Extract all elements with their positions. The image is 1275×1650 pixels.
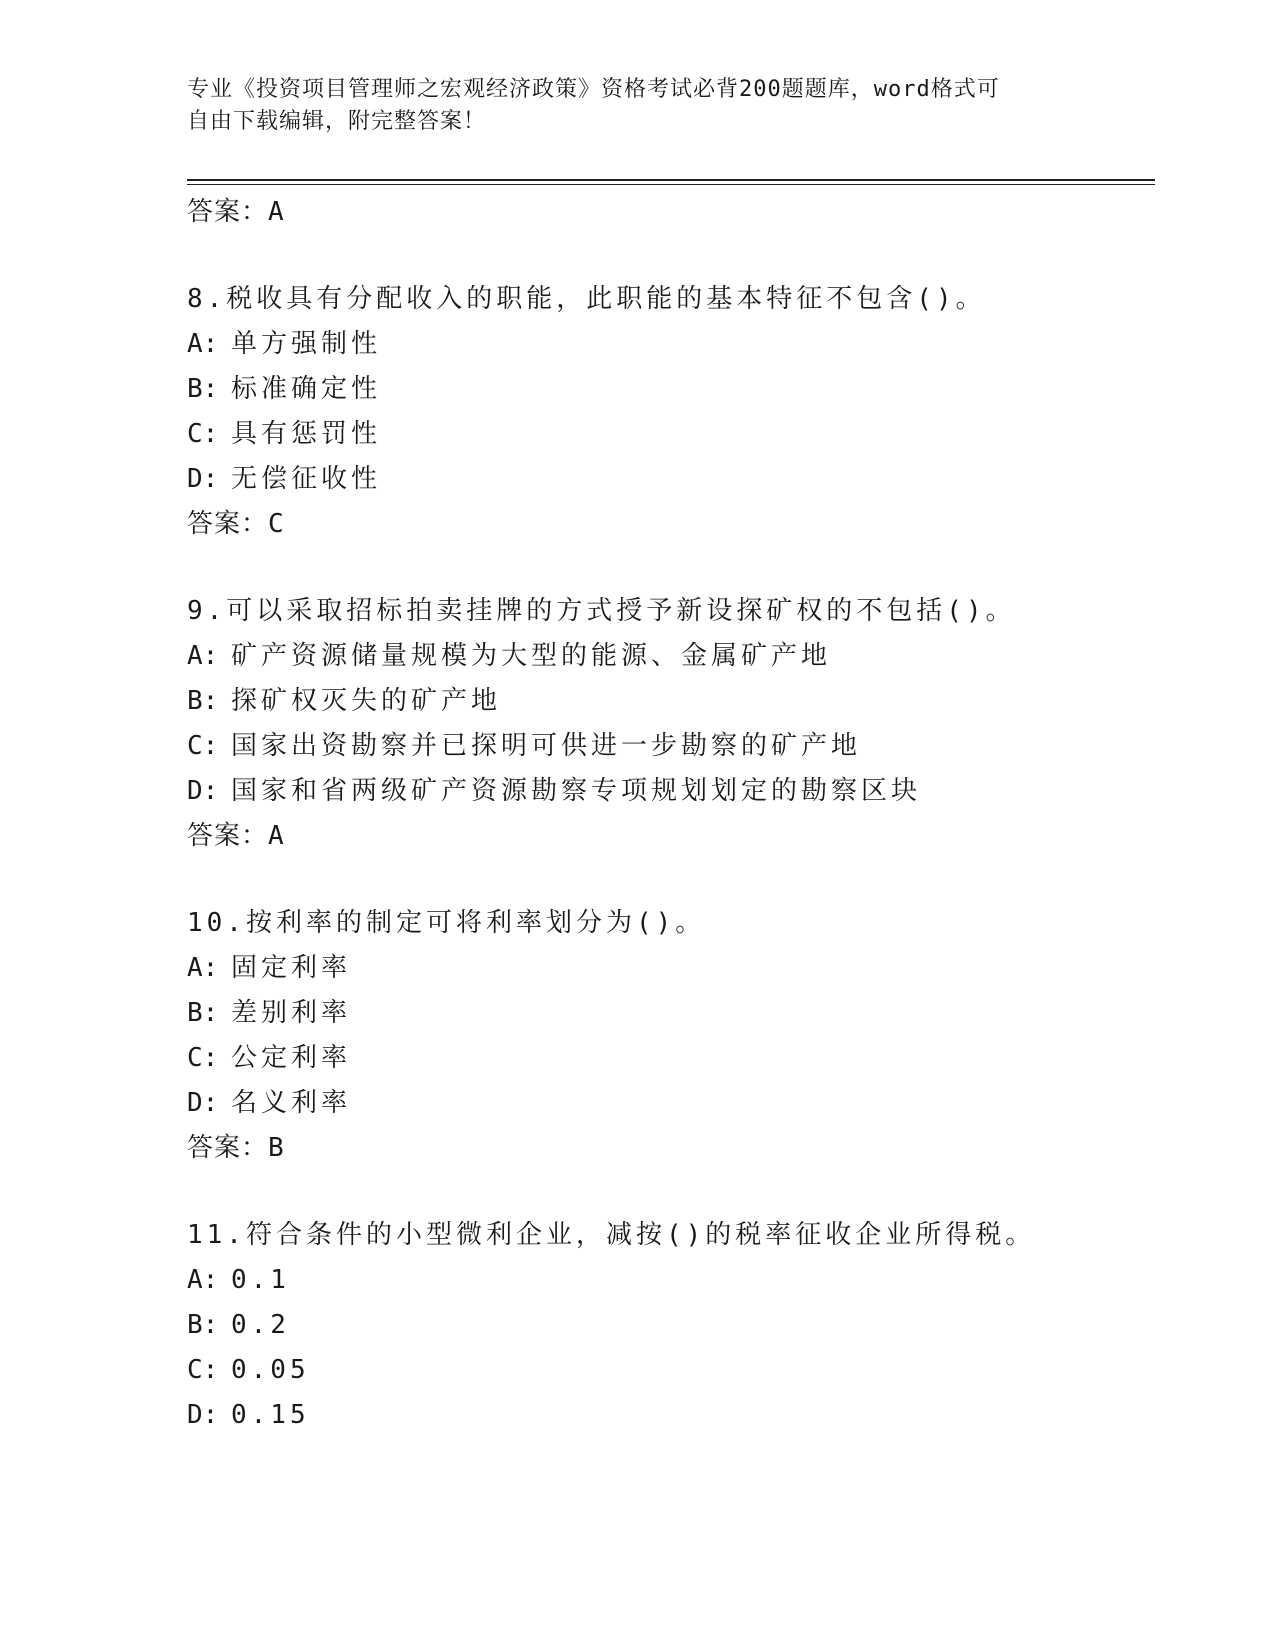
option-c — [187, 724, 1167, 769]
header-title-line-1: 专业《投资项目管理师之宏观经济政策》资格考试必背200题题库，word格式可 — [187, 77, 1000, 102]
question-8 — [187, 277, 1167, 547]
header-divider-thin — [187, 184, 1155, 185]
option-a — [187, 322, 1167, 367]
option-a — [187, 946, 1167, 991]
option-c — [187, 1036, 1167, 1081]
option-key: A: — [187, 1265, 219, 1295]
header-divider-thick — [187, 179, 1155, 181]
option-a — [187, 1258, 1167, 1303]
option-text: 固定利率 — [231, 953, 352, 983]
option-d — [187, 457, 1167, 502]
option-text: 差别利率 — [231, 998, 352, 1028]
option-text: 无偿征收性 — [231, 464, 382, 494]
option-key: D: — [187, 1400, 219, 1430]
option-text: 单方强制性 — [231, 329, 382, 359]
option-key: C: — [187, 1355, 219, 1385]
option-key: A: — [187, 641, 219, 671]
option-d — [187, 769, 1167, 814]
option-text: 国家出资勘察并已探明可供进一步勘察的矿产地 — [231, 731, 862, 761]
option-b — [187, 1303, 1167, 1348]
option-text: 公定利率 — [231, 1043, 352, 1073]
question-stem: 9.可以采取招标拍卖挂牌的方式授予新设探矿权的不包括()。 — [187, 596, 1016, 626]
option-text: 0.15 — [231, 1400, 310, 1430]
option-b — [187, 367, 1167, 412]
option-b — [187, 679, 1167, 724]
option-d — [187, 1081, 1167, 1126]
question-11 — [187, 1213, 1167, 1438]
question-answer: 答案：A — [187, 821, 285, 851]
option-b — [187, 991, 1167, 1036]
option-text: 国家和省两级矿产资源勘察专项规划划定的勘察区块 — [231, 776, 922, 806]
option-text: 名义利率 — [231, 1088, 352, 1118]
previous-answer: 答案：A — [187, 197, 285, 227]
option-text: 0.2 — [231, 1310, 290, 1340]
question-9 — [187, 589, 1167, 859]
question-stem: 8.税收具有分配收入的职能，此职能的基本特征不包含()。 — [187, 284, 986, 314]
option-key: C: — [187, 419, 219, 449]
question-stem: 10.按利率的制定可将利率划分为()。 — [187, 908, 706, 938]
option-key: B: — [187, 686, 219, 716]
question-10 — [187, 901, 1167, 1171]
option-text: 矿产资源储量规模为大型的能源、金属矿产地 — [231, 641, 832, 671]
option-a — [187, 634, 1167, 679]
option-key: D: — [187, 1088, 219, 1118]
option-key: B: — [187, 1310, 219, 1340]
option-key: B: — [187, 998, 219, 1028]
header-title-line-2: 自由下载编辑，附完整答案！ — [187, 109, 487, 134]
option-d — [187, 1393, 1167, 1438]
question-list — [187, 190, 1167, 1438]
option-key: D: — [187, 464, 219, 494]
document-header — [187, 74, 1067, 138]
option-key: A: — [187, 953, 219, 983]
option-key: A: — [187, 329, 219, 359]
option-key: B: — [187, 374, 219, 404]
option-key: C: — [187, 1043, 219, 1073]
option-text: 0.05 — [231, 1355, 310, 1385]
option-key: C: — [187, 731, 219, 761]
option-text: 探矿权灭失的矿产地 — [231, 686, 502, 716]
question-answer: 答案：B — [187, 1133, 285, 1163]
question-stem: 11.符合条件的小型微利企业，减按()的税率征收企业所得税。 — [187, 1220, 1036, 1250]
option-text: 标准确定性 — [231, 374, 382, 404]
option-text: 0.1 — [231, 1265, 290, 1295]
option-c — [187, 412, 1167, 457]
question-answer: 答案：C — [187, 509, 285, 539]
option-text: 具有惩罚性 — [231, 419, 382, 449]
option-c — [187, 1348, 1167, 1393]
option-key: D: — [187, 776, 219, 806]
